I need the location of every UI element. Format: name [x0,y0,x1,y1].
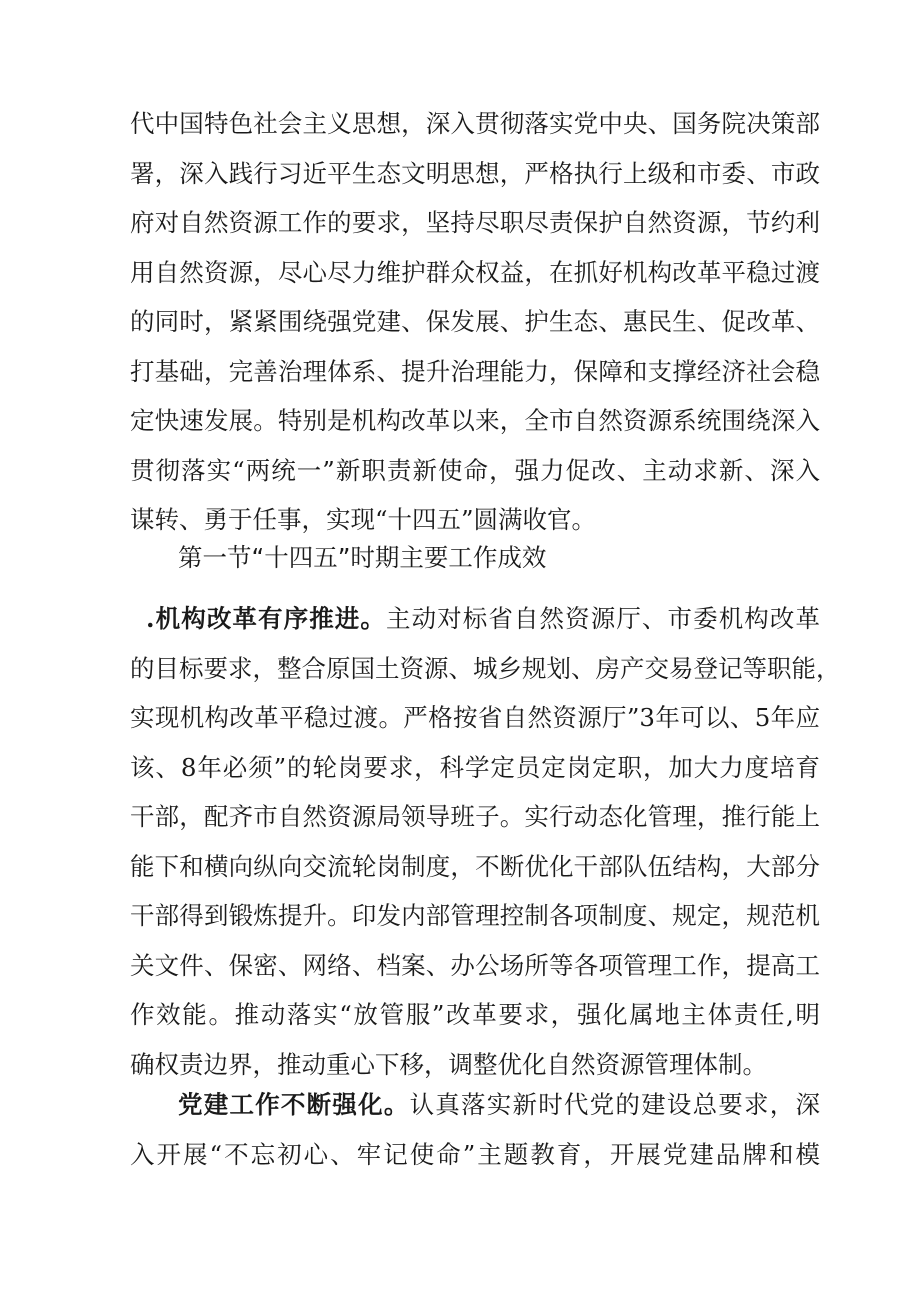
paragraph-lead-rest: 认真落实新时代党的建设总要求，深 [409,1090,820,1119]
paragraph-line: 干部，配齐市自然资源局领导班子。实行动态化管理，推行能上 [130,802,820,831]
paragraph-line: 定快速发展。特别是机构改革以来，全市自然资源系统围绕深入 [130,406,820,435]
paragraph-line [146,594,820,644]
paragraph-lead-bold: 党建工作不断强化。 [178,1090,410,1119]
paragraph-line: 该、8年必须”的轮岗要求，科学定员定岗定职，加大力度培育 [130,752,820,782]
paragraph-line: 干部得到锻炼提升。印发内部管理控制各项制度、规定，规范机 [130,901,820,930]
paragraph-lead-bold: .机构改革有序推进。 [146,604,386,633]
paragraph-1 [130,99,820,545]
paragraph-line: 的同时，紧紧围绕强党建、保发展、护生态、惠民生、促改革、 [130,307,820,336]
paragraph-line: 的目标要求，整合原国土资源、城乡规划、房产交易登记等职能， [130,653,841,683]
paragraph-line: 代中国特色社会主义思想，深入贯彻落实党中央、国务院决策部 [130,109,820,138]
paragraph-line: 府对自然资源工作的要求，坚持尽职尽责保护自然资源，节约利 [130,208,820,237]
paragraph-line: 关文件、保密、网络、档案、办公场所等各项管理工作，提高工 [130,950,820,980]
paragraph-line [178,1080,820,1130]
paragraph-lead-rest: 主动对标省自然资源厅、市委机构改革 [385,604,821,633]
section-heading: 第一节“十四五”时期主要工作成效 [178,543,547,572]
paragraph-line: 贯彻落实“两统一”新职责新使命，强力促改、主动求新、深入 [130,455,820,485]
paragraph-line: 实现机构改革平稳过渡。严格按省自然资源厅”3年可以、5年应 [130,703,820,732]
paragraph-2 [130,644,841,1090]
paragraph-line: 能下和横向纵向交流轮岗制度，不断优化干部队伍结构，大部分 [130,851,820,881]
paragraph-line: 作效能。推动落实“放管服”改革要求，强化属地主体责任,明 [130,1000,820,1029]
paragraph-2-first-line [146,594,820,644]
paragraph-line: 打基础，完善治理体系、提升治理能力，保障和支撑经济社会稳 [130,356,820,386]
paragraph-line: 用自然资源，尽心尽力维护群众权益，在抓好机构改革平稳过渡 [130,257,820,287]
paragraph-3-first-line [178,1080,820,1130]
paragraph-line: 谋转、勇于任事，实现“十四五”圆满收官。 [130,505,597,534]
paragraph-line: 入开展“不忘初心、牢记使命”主题教育，开展党建品牌和模 [130,1139,820,1169]
paragraph-3 [130,1130,820,1180]
paragraph-line: 确权责边界，推动重心下移，调整优化自然资源管理体制。 [130,1049,767,1079]
paragraph-line: 署，深入践行习近平生态文明思想，严格执行上级和市委、市政 [130,158,820,188]
